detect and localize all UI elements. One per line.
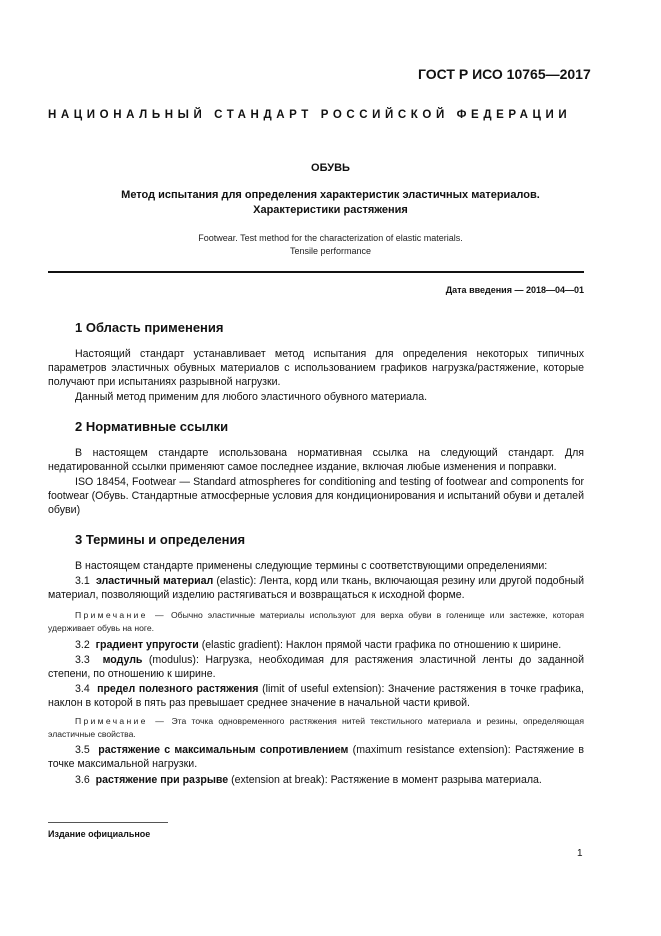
note-1-text: Обычно эластичные материалы используют для верха обуви в голенище или застежке, которая удерживает обувь на ноге. xyxy=(48,610,584,633)
term-3-5-name: растяжение с максимальным сопротивлением xyxy=(98,744,349,756)
note-2 xyxy=(48,715,584,740)
term-3-2-number: 3.2 xyxy=(75,639,90,651)
section-3-intro-text: В настоящем стандарте применены следующие термины с соответствующими определениями: xyxy=(75,560,548,572)
term-3-2-name: градиент упругости xyxy=(95,639,199,651)
term-3-2 xyxy=(48,638,584,652)
section-1-heading: 1 Область применения xyxy=(75,320,224,335)
english-title-line-2: Tensile performance xyxy=(289,246,372,256)
section-1-paragraph-2 xyxy=(48,390,584,404)
national-standard-banner: НАЦИОНАЛЬНЫЙ СТАНДАРТ РОССИЙСКОЙ ФЕДЕРАЦИИ xyxy=(48,109,572,121)
term-3-4-name: предел полезного растяжения xyxy=(97,683,259,695)
section-3-heading: 3 Термины и определения xyxy=(75,532,246,547)
footer-divider xyxy=(48,822,168,823)
term-3-1-definition: (elastic): Лента, корд или ткань, включающая резину или другой подобный материал, позволяющий изделию растягиваться и возвращаться к исходной форме. xyxy=(48,575,584,602)
section-1-paragraph-1-text: Настоящий стандарт устанавливает метод испытания для определения некоторых типичных параметров эластичных обувных материалов с использованием графиков нагрузка/растяжение, которые получают при испытаниях разрывной нагрузки. xyxy=(48,348,584,389)
section-2-heading: 2 Нормативные ссылки xyxy=(75,419,229,434)
section-2-paragraph-1-text: В настоящем стандарте использована нормативная ссылка на следующий стандарт. Для недатированной ссылки применяют самое последнее издание, включая любые изменения и поправки. xyxy=(48,447,584,474)
term-3-4-definition: (limit of useful extension): Значение растяжения в точке графика, наклон в которой в пять раз превышает среднее значение в начальной части кривой. xyxy=(48,683,584,710)
effective-date: Дата введения — 2018—04—01 xyxy=(445,285,584,295)
note-1 xyxy=(48,609,584,634)
term-3-1-number: 3.1 xyxy=(75,575,90,587)
term-3-6 xyxy=(48,773,584,787)
term-3-5-number: 3.5 xyxy=(75,744,90,756)
term-3-2-definition: (elastic gradient): Наклон прямой части графика по отношению к ширине. xyxy=(198,639,562,651)
section-1-paragraph-2-text: Данный метод применим для любого эластичного обувного материала. xyxy=(75,391,428,403)
section-1-paragraph-1 xyxy=(48,347,584,390)
term-3-3-name: модуль xyxy=(102,654,143,666)
term-3-5 xyxy=(48,743,584,771)
note-2-label: Примечание — xyxy=(75,716,167,726)
term-3-6-definition: (extension at break): Растяжение в момент разрыва материала. xyxy=(228,774,542,786)
document-subtitle xyxy=(0,188,661,218)
english-title xyxy=(0,232,661,258)
term-3-3-number: 3.3 xyxy=(75,654,90,666)
term-3-1-name: эластичный материал xyxy=(95,575,214,587)
term-3-5-definition: (maximum resistance extension): Растяжение в точке максимальной нагрузки. xyxy=(48,744,585,771)
term-3-6-number: 3.6 xyxy=(75,774,90,786)
note-1-label: Примечание — xyxy=(75,610,166,620)
page-number: 1 xyxy=(577,848,583,859)
document-title: ОБУВЬ xyxy=(311,162,350,174)
note-2-text: Эта точка одновременного растяжения нитей текстильного материала и резины, определяющая эластичные свойства. xyxy=(48,716,584,739)
english-title-line-1: Footwear. Test method for the characterization of elastic materials. xyxy=(198,233,463,243)
standard-number: ГОСТ Р ИСО 10765—2017 xyxy=(418,66,591,82)
section-2-paragraph-1 xyxy=(48,446,584,474)
term-3-6-name: растяжение при разрыве xyxy=(95,774,229,786)
subtitle-line-1: Метод испытания для определения характеристик эластичных материалов. xyxy=(121,189,540,201)
section-2-paragraph-2 xyxy=(48,475,584,518)
term-3-3 xyxy=(48,653,584,681)
title-divider xyxy=(48,271,584,273)
edition-label: Издание официальное xyxy=(48,829,151,839)
term-3-4-number: 3.4 xyxy=(75,683,90,695)
term-3-3-definition: (modulus): Нагрузка, необходимая для растяжения эластичной ленты до заданной степени, по отношению к ширине. xyxy=(48,654,584,681)
section-3-intro xyxy=(48,559,584,573)
term-3-4 xyxy=(48,682,584,710)
subtitle-line-2: Характеристики растяжения xyxy=(253,204,408,216)
section-2-paragraph-2-text: ISO 18454, Footwear — Standard atmospheres for conditioning and testing of footwear and components for footwear (Обувь. Стандартные атмосферные условия для кондиционирования и испытаний обуви и деталей обуви) xyxy=(48,476,584,517)
term-3-1 xyxy=(48,574,584,602)
